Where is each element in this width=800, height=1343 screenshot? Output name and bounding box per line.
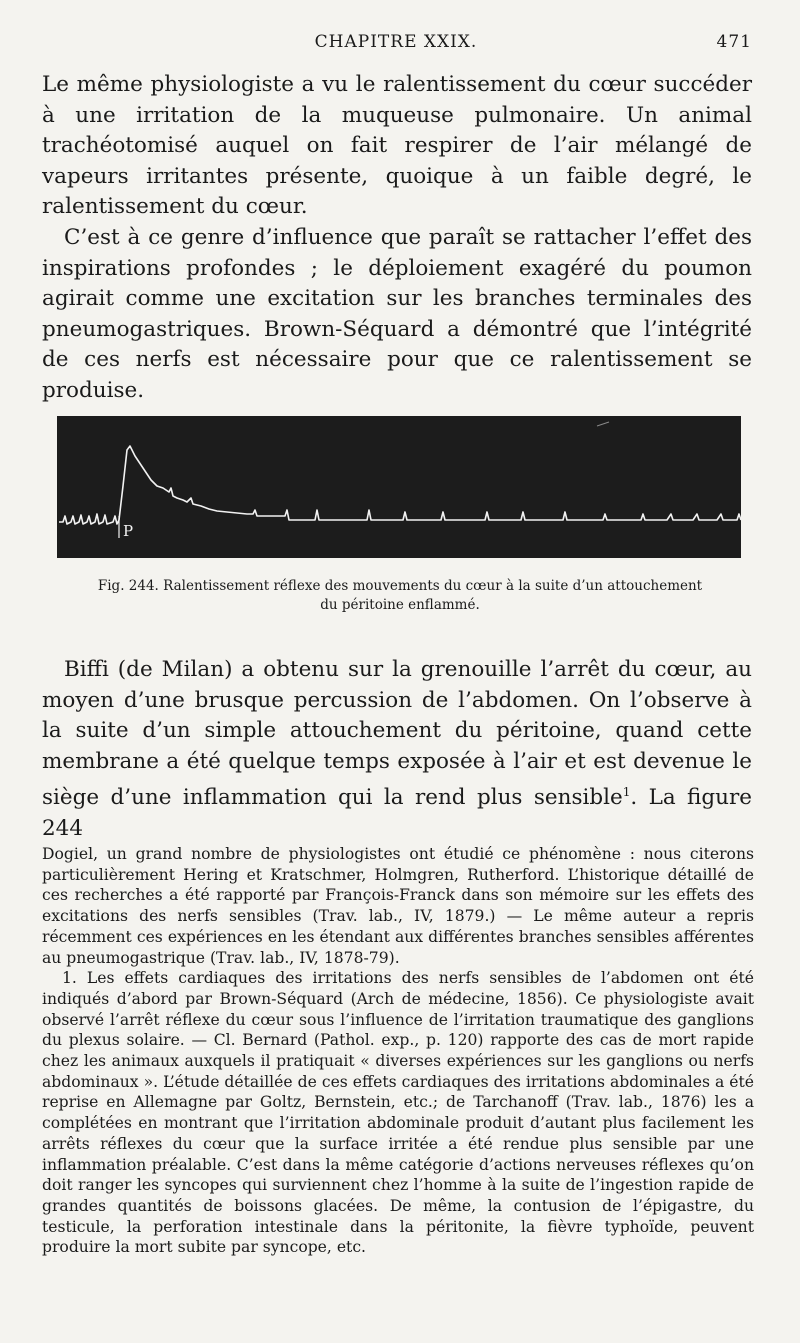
- paragraph-2: C’est à ce genre d’influence que paraît se rattacher l’effet des inspirations profondes ; le déploiement exagéré du poumon agirait comme une excitation sur les branches terminales des pneumogastriques. Brown-Séquard a démontré que l’intégrité de ces nerfs est nécessaire pour que ce ralentissement se produise.: [42, 224, 752, 403]
- figure-caption: [60, 577, 740, 615]
- heart-rate-tracing: [57, 416, 741, 558]
- body-text-bottom: [42, 655, 752, 845]
- chapter-title: CHAPITRE XXIX.: [314, 32, 478, 52]
- running-header: [40, 32, 752, 60]
- body-text-top: [42, 70, 752, 407]
- tick-mark: [597, 422, 609, 426]
- stimulus-marker-label: P: [123, 522, 134, 540]
- caption-line-2: du péritoine enflammé.: [320, 597, 480, 613]
- page-number: 471: [716, 32, 752, 52]
- paragraph-3-text: Biffi (de Milan) a obtenu sur la grenouille l’arrêt du cœur, au moyen d’une brusque percussion de l’abdomen. On l’observe à la suite d’un simple attouchement du péritoine, quand cette membrane a été quelque temps exposée à l’air et est devenue le siège d’une inflammation qui la rend plus sensible: [42, 657, 752, 811]
- paragraph-1: Le même physiologiste a vu le ralentissement du cœur succéder à une irritation de la muqueuse pulmonaire. Un animal trachéotomisé auquel on fait respirer de l’air mélangé de vapeurs irritantes présente, quoique à un faible degré, le ralentissement du cœur.: [42, 72, 752, 220]
- paragraph-3: [42, 655, 752, 845]
- figure-244-tracing: [57, 416, 741, 558]
- footnote-1: 1. Les effets cardiaques des irritations des nerfs sensibles de l’abdomen ont été indiqués d’abord par Brown-Séquard (Arch de médecine, 1856). Ce physiologiste avait observé l’arrêt réflexe du cœur sous l’influence de l’irritation traumatique des ganglions du plexus solaire. — Cl. Bernard (Pathol. exp., p. 120) rapporte des cas de mort rapide chez les animaux auxquels il pratiquait « diverses expériences sur les ganglions ou nerfs abdominaux ». L’étude détaillée de ces effets cardiaques des irritations abdominales a été reprise en Allemagne par Goltz, Bernstein, etc.; de Tarchanoff (Trav. lab., 1876) les a complétées en montrant que l’irritation abdominale produit d’autant plus facilement les arrêts réflexes du cœur que la surface irritée a été rendue plus sensible par une inflammation préalable. C’est dans la même catégorie d’actions nerveuses réflexes qu’on doit ranger les syncopes qui surviennent chez l’homme à la suite de l’ingestion rapide de grandes quantités de boissons glacées. De même, la contusion de l’épigastre, du testicule, la perforation intestinale dans la péritonite, la fièvre typhoïde, peuvent produire la mort subite par syncope, etc.: [42, 969, 754, 1257]
- caption-line-1: Fig. 244. Ralentissement réflexe des mouvements du cœur à la suite d’un attouchement: [97, 578, 703, 594]
- paragraph-3-tail: . La figure 244: [42, 785, 752, 842]
- footnotes: [42, 844, 754, 1258]
- footnote-ref: 1: [622, 785, 631, 800]
- tracing-line: [59, 446, 741, 524]
- footnote-continuation: Dogiel, un grand nombre de physiologistes ont étudié ce phénomène : nous citerons particulièrement Hering et Kratschmer, Holmgren, Rutherford. L’historique détaillé de ces recherches a été rapporté par François-Franck dans son mémoire sur les effets des excitations des nerfs sensibles (Trav. lab., IV, 1879.) — Le même auteur a repris récemment ces expériences en les étendant aux différentes branches sensibles afférentes au pneumogastrique (Trav. lab., IV, 1878-79).: [42, 845, 754, 967]
